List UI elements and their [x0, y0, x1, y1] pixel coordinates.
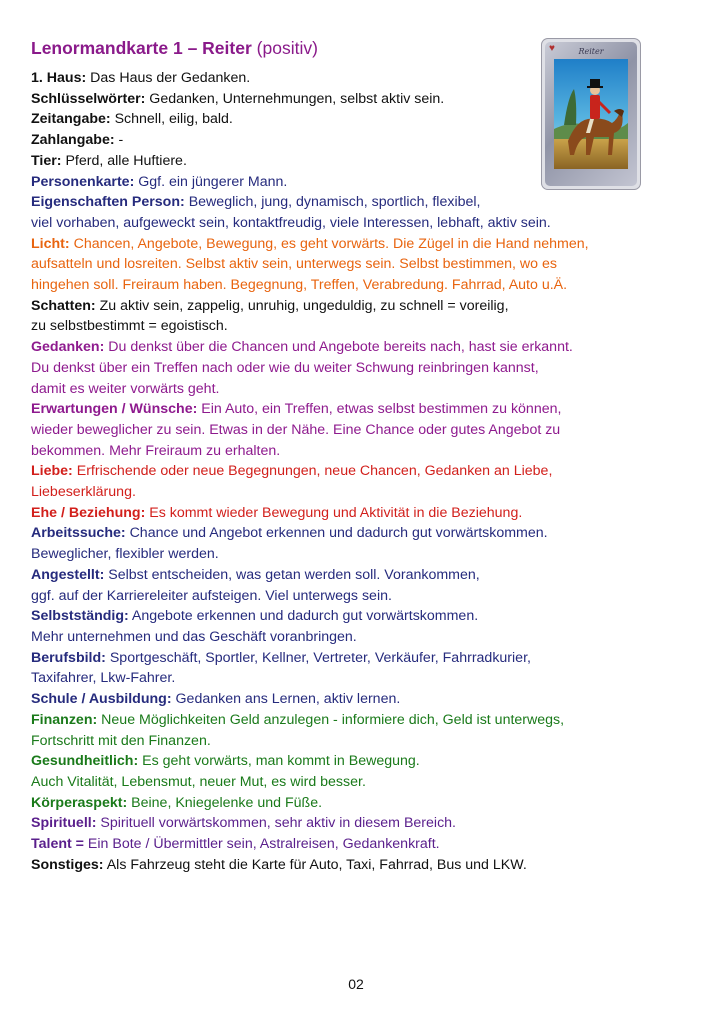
entry-text: wieder beweglicher zu sein. Etwas in der Nähe. Eine Chance oder gutes Angebot zu — [31, 421, 561, 438]
entry-line — [31, 627, 681, 648]
entry-line — [31, 420, 681, 441]
entry — [31, 89, 681, 110]
entry-text: Du denkst über ein Treffen nach oder wie du weiter Schwung reinbringen kannst, — [31, 359, 539, 376]
entry-line — [31, 772, 681, 793]
entry — [31, 461, 681, 502]
entry-line — [31, 151, 681, 172]
entry-line — [31, 461, 681, 482]
entry-label: Arbeitssuche: — [31, 525, 126, 542]
entry — [31, 109, 681, 130]
entry — [31, 172, 681, 193]
entry-text: Beweglicher, flexibler werden. — [31, 546, 219, 563]
entry-text: Erfrischende oder neue Begegnungen, neue Chancen, Gedanken an Liebe, — [76, 463, 553, 480]
entry-text: Du denkst über die Chancen und Angebote bereits nach, hast sie erkannt. — [108, 339, 573, 356]
entry — [31, 337, 681, 399]
entry-text: Selbst entscheiden, was getan werden soll. Vorankommen, — [108, 566, 480, 583]
entry-text: hingehen soll. Freiraum haben. Begegnung, Treffen, Verabredung. Fahrrad, Auto u.Ä. — [31, 277, 568, 294]
entry-text: Mehr unternehmen und das Geschäft voranbringen. — [31, 628, 357, 645]
entry-label: Tier: — [31, 152, 62, 169]
entry-line — [31, 192, 681, 213]
entry-line — [31, 834, 681, 855]
entry-line — [31, 234, 681, 255]
entry-label: Personenkarte: — [31, 173, 135, 190]
entry-text: Ein Auto, ein Treffen, etwas selbst bestimmen zu können, — [201, 401, 562, 418]
entry-text: Fortschritt mit den Finanzen. — [31, 732, 211, 749]
entry-line — [31, 130, 681, 151]
entry-text: Neue Möglichkeiten Geld anzulegen - informiere dich, Geld ist unterwegs, — [101, 711, 565, 728]
entry — [31, 192, 681, 233]
entry-text: Gedanken ans Lernen, aktiv lernen. — [175, 691, 401, 708]
entry-label: Spirituell: — [31, 815, 97, 832]
entry — [31, 565, 681, 606]
entry-label: Schatten: — [31, 297, 96, 314]
entry-line — [31, 172, 681, 193]
title-main: Lenormandkarte 1 – Reiter — [31, 38, 252, 58]
entry-label: Angestellt: — [31, 566, 105, 583]
entry-text: Gedanken, Unternehmungen, selbst aktiv sein. — [149, 90, 445, 107]
entry-label: Gesundheitlich: — [31, 753, 139, 770]
entry-label: Finanzen: — [31, 711, 98, 728]
entry-text: Auch Vitalität, Lebensmut, neuer Mut, es wird besser. — [31, 773, 366, 790]
entry-line — [31, 793, 681, 814]
entry — [31, 648, 681, 689]
entry-text: zu selbstbestimmt = egoistisch. — [31, 318, 228, 335]
entry-label: Schlüsselwörter: — [31, 90, 146, 107]
entry — [31, 689, 681, 710]
entry-text: Chance und Angebot erkennen und dadurch gut vorwärtskommen. — [129, 525, 548, 542]
entry — [31, 710, 681, 751]
entry-line — [31, 275, 681, 296]
entry-label: 1. Haus: — [31, 70, 87, 86]
entry-label: Ehe / Beziehung: — [31, 504, 146, 521]
entry — [31, 793, 681, 814]
entry-text: Spirituell vorwärtskommen, sehr aktiv in diesem Bereich. — [100, 815, 456, 832]
entry — [31, 751, 681, 792]
entry-line — [31, 689, 681, 710]
entry-text: Zu aktiv sein, zappelig, unruhig, ungeduldig, zu schnell = voreilig, — [99, 297, 509, 314]
entry-line — [31, 399, 681, 420]
entry-text: bekommen. Mehr Freiraum zu erhalten. — [31, 442, 281, 459]
entry-label: Licht: — [31, 235, 70, 252]
entry-line — [31, 586, 681, 607]
card-name: Reiter — [578, 47, 604, 56]
entry-text: Liebeserklärung. — [31, 484, 136, 501]
entry-label: Schule / Ausbildung: — [31, 691, 172, 708]
entry-text: Als Fahrzeug steht die Karte für Auto, Taxi, Fahrrad, Bus und LKW. — [106, 856, 527, 873]
entry-text: aufsatteln und losreiten. Selbst aktiv sein, unterwegs sein. Selbst bestimmen, wo es — [31, 256, 557, 273]
entry-label: Zahlangabe: — [31, 132, 115, 149]
entry-text: Chancen, Angebote, Bewegung, es geht vorwärts. Die Zügel in die Hand nehmen, — [73, 235, 589, 252]
entry-text: Das Haus der Gedanken. — [90, 70, 251, 86]
entry-text: Taxifahrer, Lkw-Fahrer. — [31, 670, 176, 687]
entry-label: Erwartungen / Wünsche: — [31, 401, 198, 418]
entry-text: - — [118, 132, 124, 149]
entry-text: Pferd, alle Huftiere. — [65, 152, 187, 169]
entry — [31, 151, 681, 172]
entry — [31, 130, 681, 151]
entry-text: ggf. auf der Karriereleiter aufsteigen. Viel unterwegs sein. — [31, 587, 392, 604]
entry — [31, 606, 681, 647]
entry-line — [31, 503, 681, 524]
entry-text: Ggf. ein jüngerer Mann. — [138, 173, 288, 190]
entry-label: Sonstiges: — [31, 856, 104, 873]
entry-line — [31, 565, 681, 586]
entry-text: Beine, Kniegelenke und Füße. — [131, 794, 323, 811]
entry — [31, 523, 681, 564]
page-number: 02 — [348, 976, 364, 992]
entry-text: Es kommt wieder Bewegung und Aktivität in die Beziehung. — [149, 504, 523, 521]
entry — [31, 834, 681, 855]
entry-label: Liebe: — [31, 463, 73, 480]
heart-icon: ♥ — [549, 43, 555, 54]
entry-line — [31, 441, 681, 462]
entry-line — [31, 855, 681, 876]
entry-label: Körperaspekt: — [31, 794, 128, 811]
entry — [31, 503, 681, 524]
entry-line — [31, 68, 681, 89]
entry — [31, 855, 681, 876]
entry-text: Es geht vorwärts, man kommt in Bewegung. — [142, 753, 420, 770]
entry-line — [31, 731, 681, 752]
entry-line — [31, 337, 681, 358]
entry-text: Ein Bote / Übermittler sein, Astralreisen, Gedankenkraft. — [87, 836, 440, 853]
entry — [31, 399, 681, 461]
entry — [31, 813, 681, 834]
entry-line — [31, 296, 681, 317]
entry-line — [31, 379, 681, 400]
entry-line — [31, 606, 681, 627]
entry-line — [31, 544, 681, 565]
entry-line — [31, 89, 681, 110]
entry-label: Talent = — [31, 836, 84, 853]
entry-line — [31, 358, 681, 379]
entry-label: Zeitangabe: — [31, 111, 111, 128]
entry-label: Eigenschaften Person: — [31, 194, 185, 211]
entry-text: Sportgeschäft, Sportler, Kellner, Vertreter, Verkäufer, Fahrradkurier, — [109, 649, 531, 666]
page-title — [31, 38, 318, 59]
entry-line — [31, 482, 681, 503]
entry-label: Selbstständig: — [31, 608, 129, 625]
entry — [31, 234, 681, 296]
entry-text: Angebote erkennen und dadurch gut vorwärtskommen. — [131, 608, 479, 625]
card-description — [31, 68, 681, 875]
entry-line — [31, 523, 681, 544]
entry — [31, 68, 681, 89]
entry-line — [31, 213, 681, 234]
entry-text: viel vorhaben, aufgeweckt sein, kontaktfreudig, viele Interessen, lebhaft, aktiv sein. — [31, 214, 551, 231]
title-subtitle: (positiv) — [256, 38, 318, 58]
entry-label: Berufsbild: — [31, 649, 106, 666]
entry-line — [31, 813, 681, 834]
entry-line — [31, 316, 681, 337]
entry-text: damit es weiter vorwärts geht. — [31, 380, 220, 397]
entry-line — [31, 109, 681, 130]
entry-line — [31, 668, 681, 689]
entry-label: Gedanken: — [31, 339, 105, 356]
entry-line — [31, 648, 681, 669]
entry-line — [31, 710, 681, 731]
entry-text: Beweglich, jung, dynamisch, sportlich, flexibel, — [188, 194, 481, 211]
entry-line — [31, 254, 681, 275]
entry — [31, 296, 681, 337]
entry-text: Schnell, eilig, bald. — [114, 111, 233, 128]
entry-line — [31, 751, 681, 772]
